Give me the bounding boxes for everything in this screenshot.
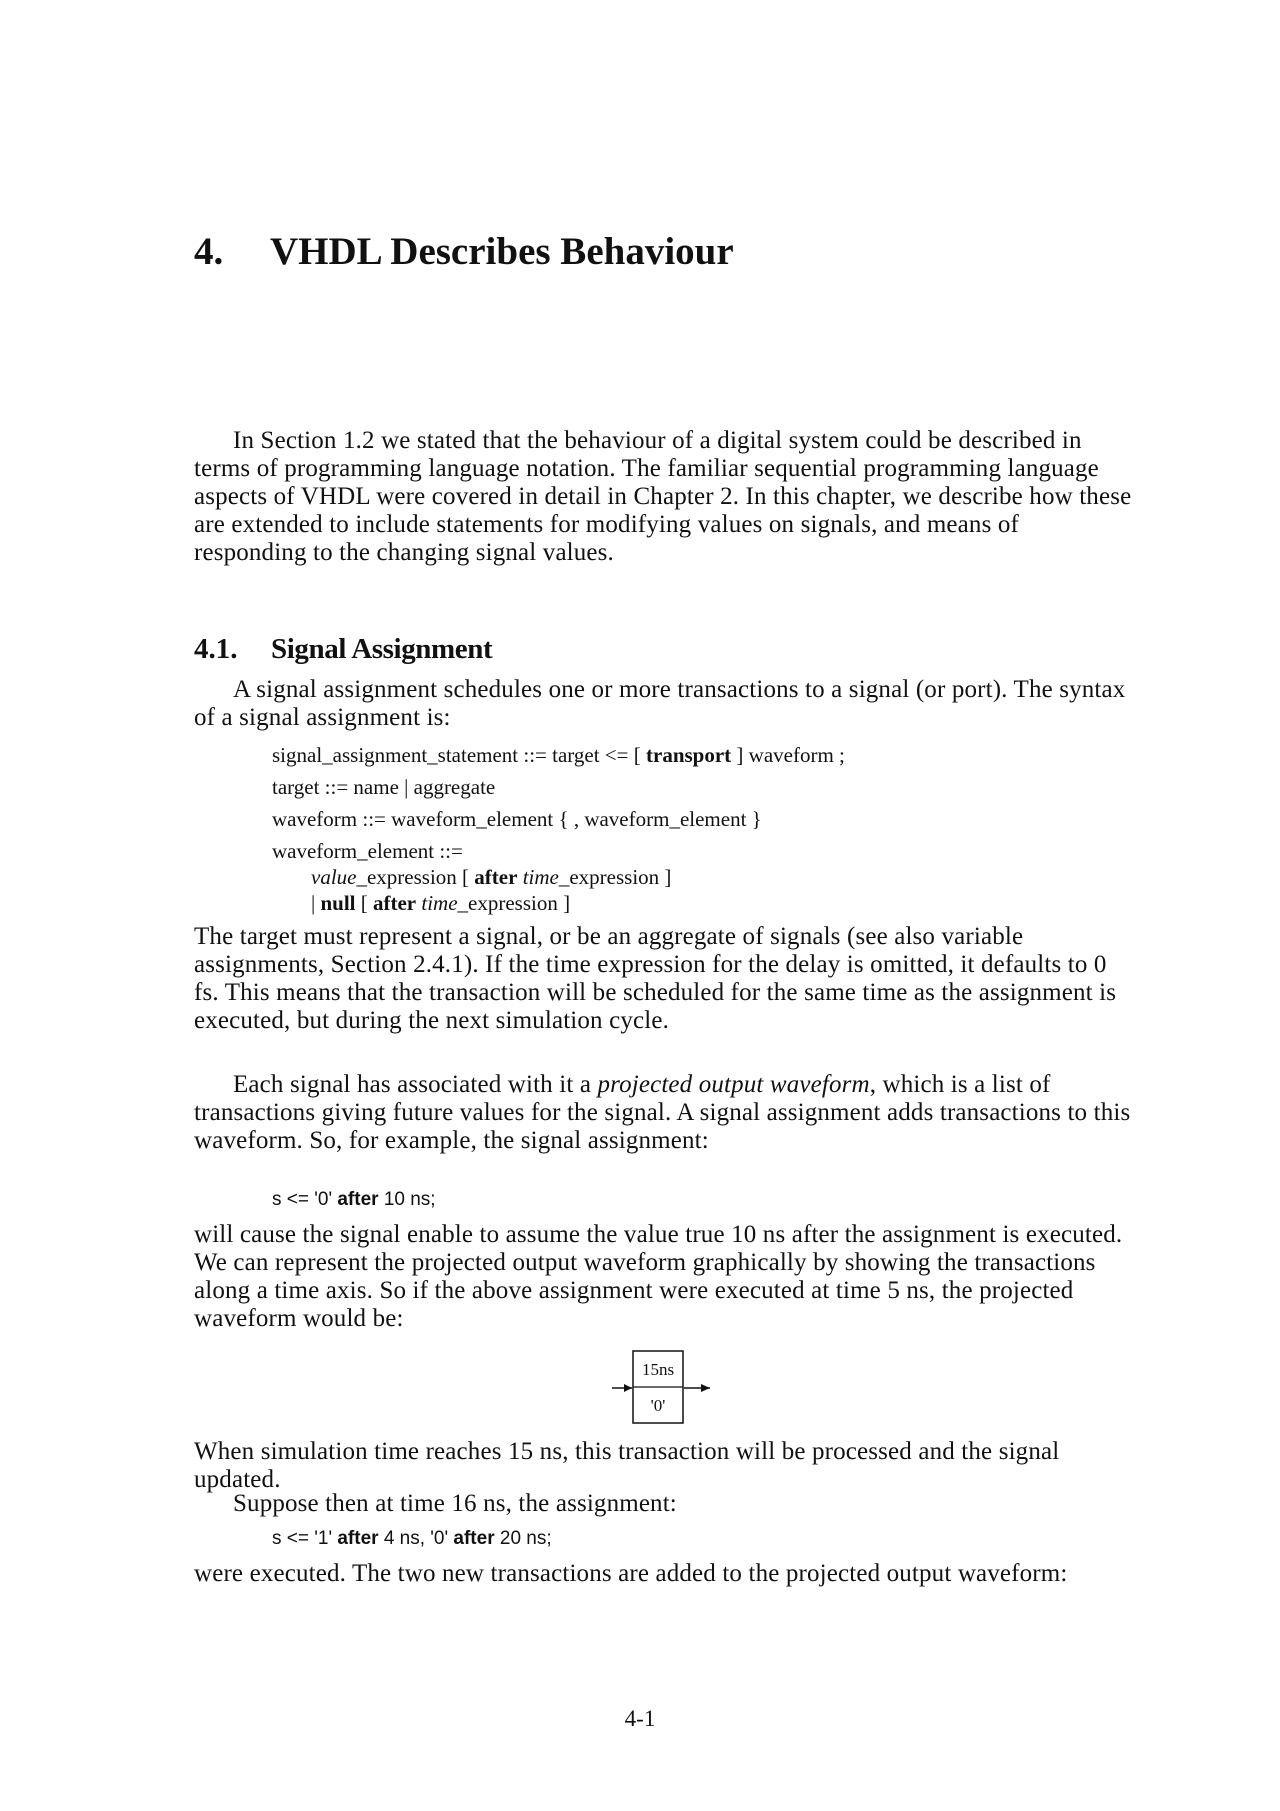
paragraph-text: , which is a list of transactions giving future values for the signal. A signal assignment adds transactions to this waveform. So, for example, the signal assignment: [194,1071,1131,1154]
simulation-paragraph: When simulation time reaches 15 ns, this transaction will be processed and the signal updated. [194,1438,1060,1493]
transaction-time: 15ns [641,1360,675,1379]
chapter-title [194,228,734,276]
code-text: 4 ns, '0' [378,1528,454,1549]
code-keyword: after [337,1528,379,1549]
waveform-svg [606,1350,722,1430]
signal-assignment-intro: A signal assignment schedules one or more transactions to a signal (or port). The syntax of a signal assignment is: [194,676,1126,731]
intro-paragraph: In Section 1.2 we stated that the behaviour of a digital system could be described in terms of programming language notation. The familiar sequential programming language aspects of VHDL were covered in detail in Chapter 2. In this chapter, we describe how these are extended to include statements for modifying values on signals, and means of responding to the changing signal values. [194,427,1132,566]
section-number: 4.1. [194,633,238,665]
chapter-number: 4. [194,230,224,273]
emphasis-term: projected output waveform [597,1071,870,1098]
syntax-text: _expression ] [558,865,672,889]
syntax-italic: time [421,891,458,915]
syntax-line-value-expression [311,864,671,890]
code-text: s <= '0' [272,1189,338,1210]
new-transactions-paragraph: were executed. The two new transactions are added to the projected output waveform: [194,1560,1068,1587]
syntax-keyword: after [373,891,417,915]
syntax-italic: time [522,865,559,889]
chapter-title-text: VHDL Describes Behaviour [270,230,734,273]
projected-waveform-diagram [606,1350,722,1430]
syntax-text: | [311,891,321,915]
transaction-value: '0' [650,1396,666,1415]
syntax-line-waveform-element: waveform_element ::= [272,839,463,863]
syntax-text: ] waveform ; [731,743,845,767]
syntax-text: _expression ] [457,891,571,915]
syntax-line-waveform: waveform ::= waveform_element { , waveform_element } [272,807,762,831]
code-example-1 [272,1188,436,1212]
syntax-keyword: null [320,891,356,915]
syntax-line-null [311,890,570,916]
code-keyword: after [337,1189,379,1210]
section-title-text: Signal Assignment [271,633,493,665]
code-text: s <= '1' [272,1528,338,1549]
syntax-text: [ [355,891,373,915]
syntax-text: _expression [ [356,865,475,889]
syntax-line-target: target ::= name | aggregate [272,775,496,799]
target-paragraph: The target must represent a signal, or be an aggregate of signals (see also variable assignments, Section 2.4.1). If the time expression for the delay is omitted, it defaults to 0 fs. This means that the transaction will be scheduled for the same time as the assignment is executed, but during the next simulation cycle. [194,923,1117,1034]
page-number: 4-1 [624,1706,656,1731]
paragraph-text: Each signal has associated with it a [233,1071,598,1098]
code-text: 10 ns; [378,1189,436,1210]
waveform-explanation-paragraph: will cause the signal enable to assume the value true 10 ns after the assignment is executed. We can represent the projected output waveform graphically by showing the transactions along a time axis. So if the above assignment were executed at time 5 ns, the projected waveform would be: [194,1221,1123,1332]
syntax-line-statement [272,742,845,768]
syntax-keyword: transport [646,743,732,767]
section-title [194,632,492,666]
code-keyword: after [453,1528,495,1549]
syntax-text: signal_assignment_statement ::= target <= [ [272,743,646,767]
axis-arrow-out [701,1384,710,1392]
axis-arrow-in [624,1384,632,1392]
projected-waveform-paragraph [194,1071,1134,1155]
code-text: 20 ns; [494,1528,552,1549]
syntax-italic: value [311,865,357,889]
code-example-2 [272,1527,552,1551]
suppose-paragraph: Suppose then at time 16 ns, the assignment: [233,1490,677,1517]
syntax-keyword: after [474,865,518,889]
